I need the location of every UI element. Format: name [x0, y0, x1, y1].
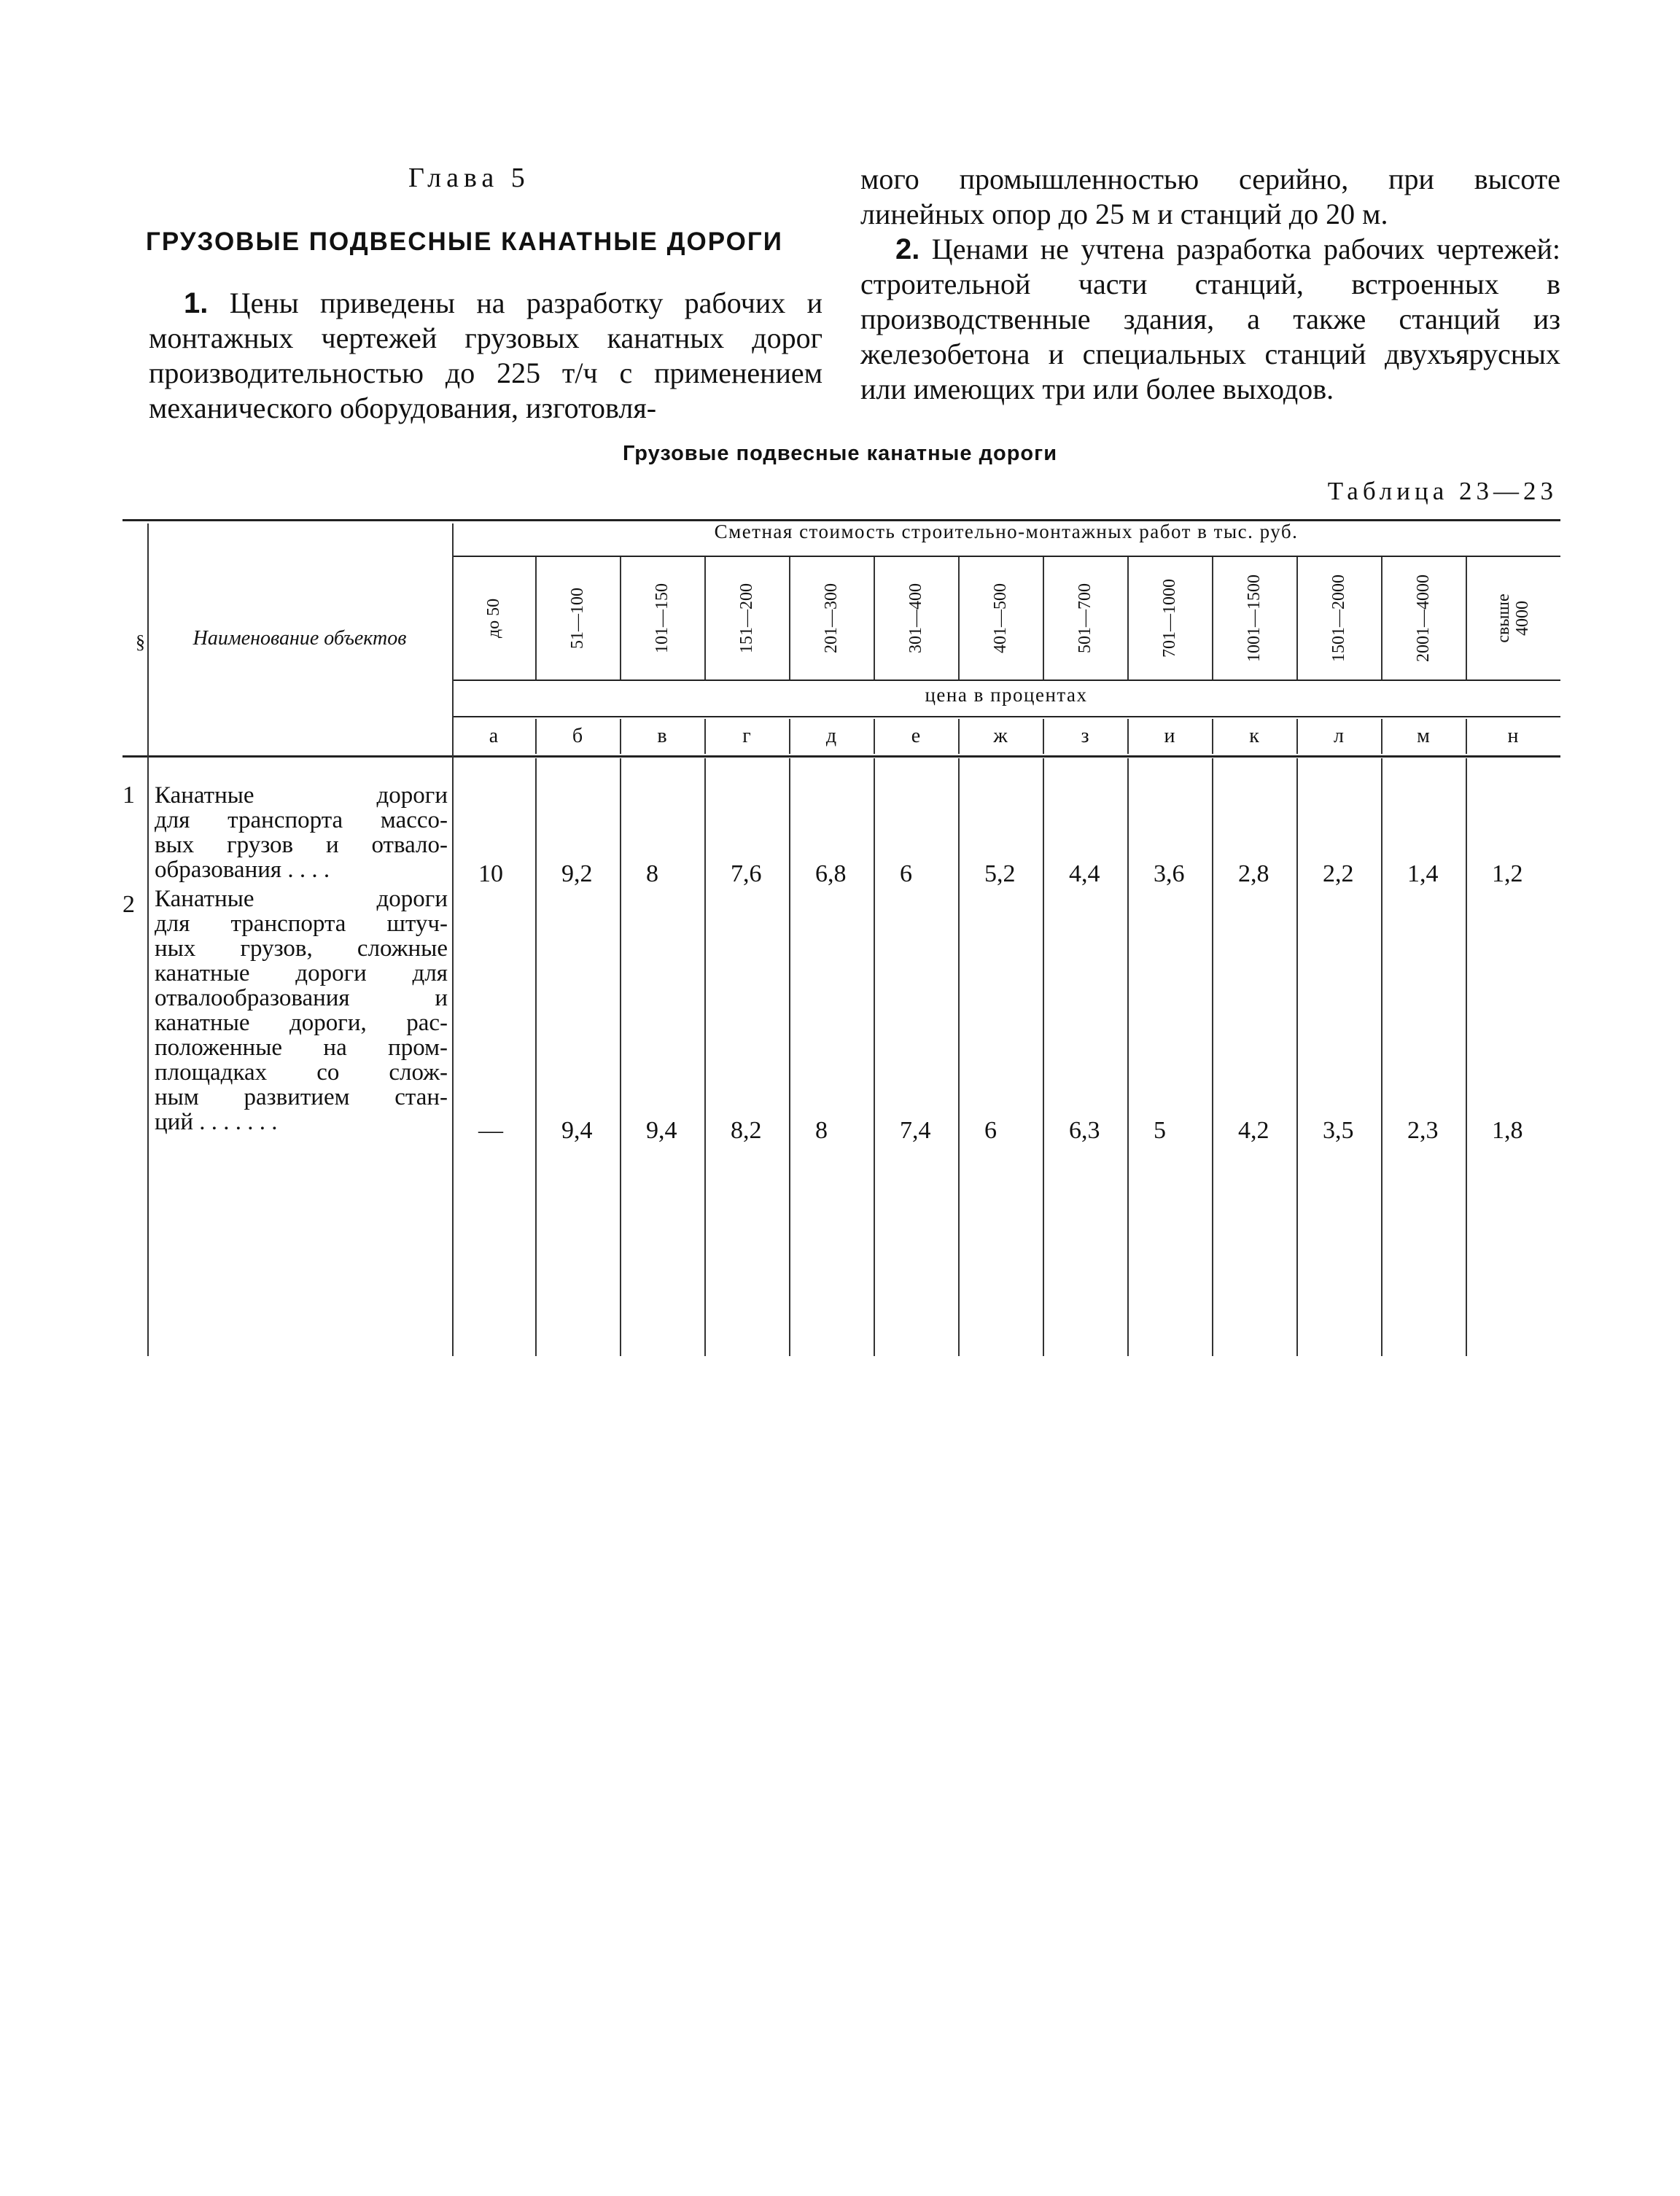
price-value: 10: [478, 860, 503, 887]
column-letter: а: [489, 725, 499, 747]
body-column-rule: [535, 758, 537, 1356]
row-2-name-line: положенные на пром-: [155, 1035, 448, 1061]
range-column-rule: [535, 557, 537, 680]
row-1-name-line: Канатные дороги: [155, 782, 448, 809]
paragraph-header: §: [136, 631, 145, 653]
range-column-rule: [1466, 557, 1467, 680]
price-value: 1,4: [1407, 860, 1439, 887]
letter-column-rule: [1212, 719, 1213, 754]
range-column-rule: [704, 557, 706, 680]
letter-column-rule: [535, 719, 537, 754]
chapter-title: ГРУЗОВЫЕ ПОДВЕСНЫЕ КАНАТНЫЕ ДОРОГИ: [146, 227, 783, 256]
row-1-name-line: для транспорта массо-: [155, 807, 448, 833]
letter-column-rule: [874, 719, 875, 754]
range-column-rule: [1296, 557, 1298, 680]
body-column-rule: [1212, 758, 1213, 1356]
column-letter: д: [825, 725, 837, 747]
paragraph-column-rule: [147, 523, 149, 1356]
range-header: до 50: [484, 598, 503, 639]
row-1-number: 1: [122, 782, 135, 809]
body-column-rule: [1127, 758, 1129, 1356]
row-2-name-line: канатные дороги, рас-: [155, 1010, 448, 1036]
price-header: цена в процентах: [925, 684, 1088, 706]
price-value: —: [478, 1117, 503, 1144]
row-2-number: 2: [122, 891, 135, 918]
row-2-name-line: ций . . . . . . .: [155, 1109, 278, 1135]
range-column-rule: [1212, 557, 1213, 680]
body-column-rule: [1043, 758, 1044, 1356]
ranges-bottom-rule: [452, 680, 1560, 681]
table-title: Грузовые подвесные канатные дороги: [622, 442, 1058, 465]
range-header: 401—500: [991, 583, 1010, 653]
range-column-rule: [958, 557, 960, 680]
range-header: свыше 4000: [1494, 593, 1532, 643]
paragraph-2-number: 2.: [895, 233, 920, 265]
range-header: 1001—1500: [1245, 575, 1264, 662]
range-header: 1501—2000: [1329, 575, 1348, 662]
cost-header-rule: [452, 556, 1560, 557]
paragraph-1-part-1: [149, 286, 822, 426]
paragraph-1-left-text: Цены приведены на разработку рабочих и монтажных чертежей грузовых канатных дорог производительностью до 225 т/ч с применением механического оборудования, изготовля-: [149, 287, 822, 424]
price-value: 2,2: [1323, 860, 1354, 887]
letter-column-rule: [789, 719, 790, 754]
range-header: 101—150: [653, 583, 672, 653]
body-column-rule: [958, 758, 960, 1356]
range-header: 301—400: [906, 583, 925, 653]
price-value: 5: [1154, 1117, 1166, 1144]
letter-column-rule: [1296, 719, 1298, 754]
letter-column-rule: [1466, 719, 1467, 754]
body-column-rule: [620, 758, 621, 1356]
column-letter: г: [742, 725, 751, 747]
range-header: 151—200: [737, 583, 756, 653]
column-letter: в: [657, 725, 667, 747]
column-letter: м: [1417, 725, 1430, 747]
letter-column-rule: [958, 719, 960, 754]
range-column-rule: [789, 557, 790, 680]
price-value: 9,4: [561, 1117, 593, 1144]
price-value: 6: [984, 1117, 997, 1144]
price-value: 1,8: [1492, 1117, 1523, 1144]
price-value: 9,4: [646, 1117, 677, 1144]
paragraph-2-text: Ценами не учтена разработка рабочих чертежей: строительной части станций, встроенных в производственные здания, а также станций из железобетона и специальных станций двухъярусных или имеющих три или более выходов.: [860, 233, 1560, 405]
letter-column-rule: [620, 719, 621, 754]
column-letter: и: [1164, 725, 1175, 747]
range-column-rule: [1043, 557, 1044, 680]
body-column-rule: [1381, 758, 1382, 1356]
price-value: 7,6: [731, 860, 762, 887]
letter-column-rule: [1043, 719, 1044, 754]
price-value: 6,8: [815, 860, 847, 887]
body-column-rule: [704, 758, 706, 1356]
price-value: 1,2: [1492, 860, 1523, 887]
row-2-name-line: для транспорта штуч-: [155, 911, 448, 937]
cost-header: Сметная стоимость строительно-монтажных работ в тыс. руб.: [714, 521, 1299, 542]
row-2-name-line: Канатные дороги: [155, 886, 448, 912]
paragraph-2: [860, 232, 1560, 407]
price-value: 6: [900, 860, 912, 887]
chapter-label: Глава 5: [408, 163, 530, 193]
range-column-rule: [620, 557, 621, 680]
price-value: 7,4: [900, 1117, 931, 1144]
price-value: 2,3: [1407, 1117, 1439, 1144]
body-column-rule: [1466, 758, 1467, 1356]
row-2-name-line: канатные дороги для: [155, 960, 448, 986]
letter-column-rule: [1127, 719, 1129, 754]
row-2-name-line: ным развитием стан-: [155, 1084, 448, 1110]
body-column-rule: [874, 758, 875, 1356]
name-column-rule: [452, 523, 454, 1356]
row-1-name: [155, 783, 448, 882]
price-value: 3,6: [1154, 860, 1185, 887]
range-column-rule: [1127, 557, 1129, 680]
column-letter: н: [1507, 725, 1519, 747]
price-value: 9,2: [561, 860, 593, 887]
price-value: 4,2: [1238, 1117, 1269, 1144]
paragraph-1-number: 1.: [184, 287, 209, 319]
range-header: 2001—4000: [1414, 575, 1433, 662]
price-value: 3,5: [1323, 1117, 1354, 1144]
column-letter: к: [1249, 725, 1259, 747]
row-2-name-line: площадках со слож-: [155, 1059, 448, 1086]
row-1-name-line: образования . . . .: [155, 857, 330, 883]
row-2-name-line: ных грузов, сложные: [155, 935, 448, 962]
price-value: 5,2: [984, 860, 1016, 887]
row-2-name: [155, 887, 448, 1134]
price-value: 4,4: [1069, 860, 1100, 887]
range-header: 701—1000: [1160, 579, 1179, 658]
range-header: 51—100: [568, 588, 587, 649]
body-column-rule: [789, 758, 790, 1356]
column-letter: з: [1081, 725, 1089, 747]
name-header: Наименование объектов: [192, 627, 407, 650]
price-header-rule: [452, 716, 1560, 717]
price-value: 8: [646, 860, 658, 887]
row-2-name-line: отвалообразования и: [155, 985, 448, 1011]
body-column-rule: [1296, 758, 1298, 1356]
table-label: Таблица 23—23: [1327, 477, 1558, 505]
column-letter: л: [1334, 725, 1344, 747]
column-letter: б: [572, 725, 583, 747]
header-bottom-rule: [122, 755, 1560, 758]
price-value: 6,3: [1069, 1117, 1100, 1144]
column-letter: е: [911, 725, 921, 747]
range-header: 501—700: [1076, 583, 1094, 653]
right-column: [860, 162, 1560, 407]
range-column-rule: [874, 557, 875, 680]
price-value: 8: [815, 1117, 828, 1144]
column-letter: ж: [993, 725, 1008, 747]
letter-column-rule: [1381, 719, 1382, 754]
range-header: 201—300: [822, 583, 841, 653]
range-column-rule: [1381, 557, 1382, 680]
letter-column-rule: [704, 719, 706, 754]
price-value: 8,2: [731, 1117, 762, 1144]
price-value: 2,8: [1238, 860, 1269, 887]
paragraph-1-part-2: мого промышленностью серийно, при высоте линейных опор до 25 м и станций до 20 м.: [860, 163, 1560, 230]
row-1-name-line: вых грузов и отвало-: [155, 832, 448, 858]
